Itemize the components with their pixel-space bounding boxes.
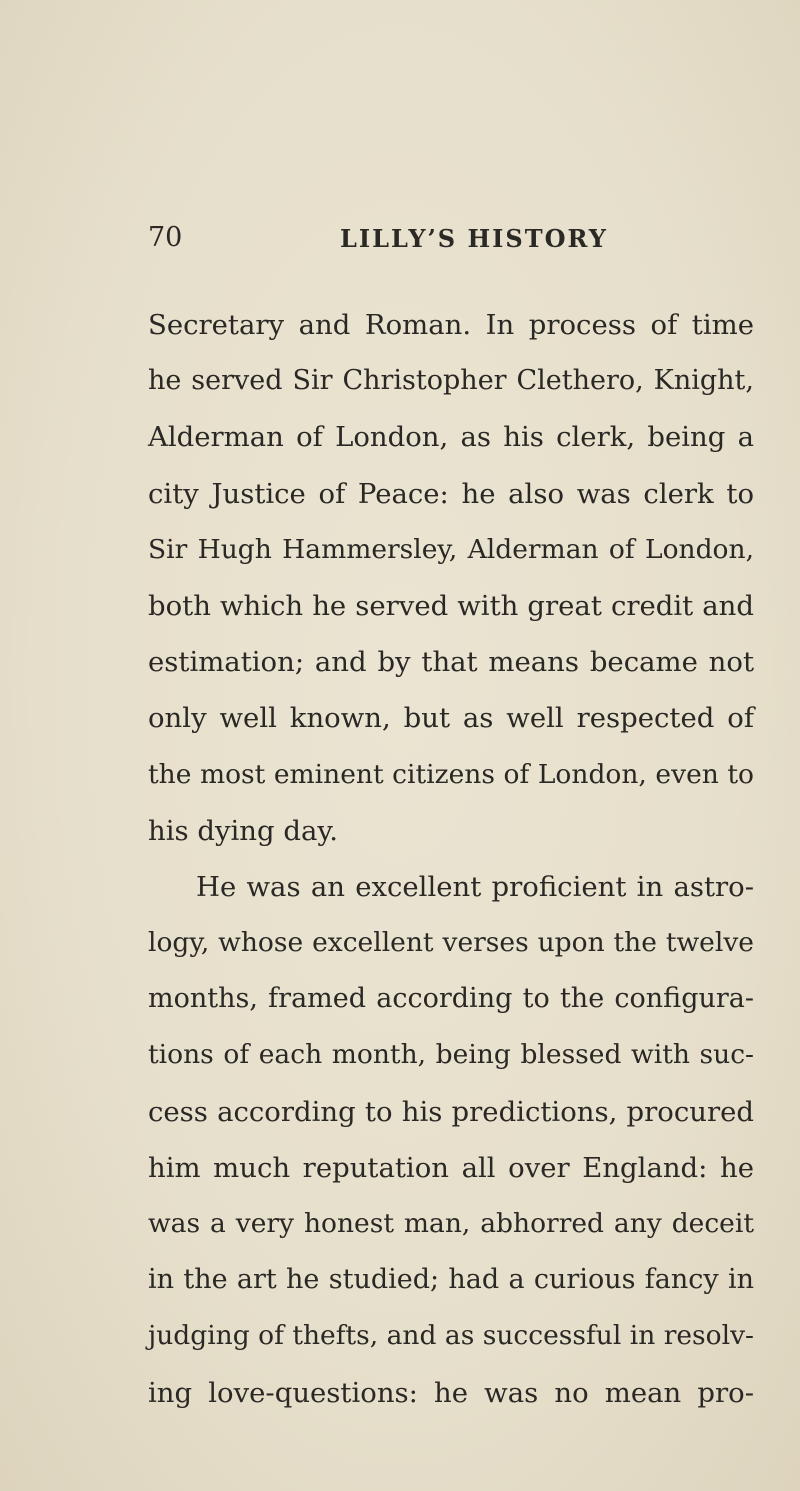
body-text bbox=[148, 297, 754, 1421]
text-line: in the art he studied; had a curious fancy in bbox=[148, 1264, 754, 1296]
text-line: Secretary and Roman. In process of time bbox=[148, 309, 754, 341]
running-head bbox=[148, 222, 728, 262]
text-line: only well known, but as well respected of bbox=[148, 702, 754, 735]
text-line: ing love-questions: he was no mean pro- bbox=[148, 1376, 754, 1409]
text-line: city Justice of Peace: he also was clerk to bbox=[148, 477, 754, 510]
text-line: tions of each month, being blessed with suc- bbox=[148, 1039, 754, 1071]
text-line: cess according to his predictions, procured bbox=[148, 1095, 754, 1128]
text-line: both which he served with great credit and bbox=[148, 589, 754, 622]
paragraph-start-line: He was an excellent proficient in astro- bbox=[196, 870, 754, 903]
text-line: Sir Hugh Hammersley, Alderman of London, bbox=[148, 533, 754, 565]
running-title: LILLY’S HISTORY bbox=[340, 224, 608, 253]
text-line: was a very honest man, abhorred any deceit bbox=[148, 1208, 754, 1239]
text-line: logy, whose excellent verses upon the twelve bbox=[148, 927, 754, 959]
text-line: him much reputation all over England: he bbox=[148, 1151, 754, 1184]
text-line: months, framed according to the configura- bbox=[148, 983, 754, 1015]
text-line: Alderman of London, as his clerk, being a bbox=[148, 421, 754, 454]
paragraph-end-line: his dying day. bbox=[148, 814, 338, 847]
text-line: judging of thefts, and as successful in resolv- bbox=[148, 1320, 754, 1352]
text-line: he served Sir Christopher Clethero, Knight, bbox=[148, 365, 754, 397]
text-line: the most eminent citizens of London, even to bbox=[148, 758, 754, 790]
text-line: estimation; and by that means became not bbox=[148, 646, 754, 679]
page-number: 70 bbox=[148, 222, 183, 253]
